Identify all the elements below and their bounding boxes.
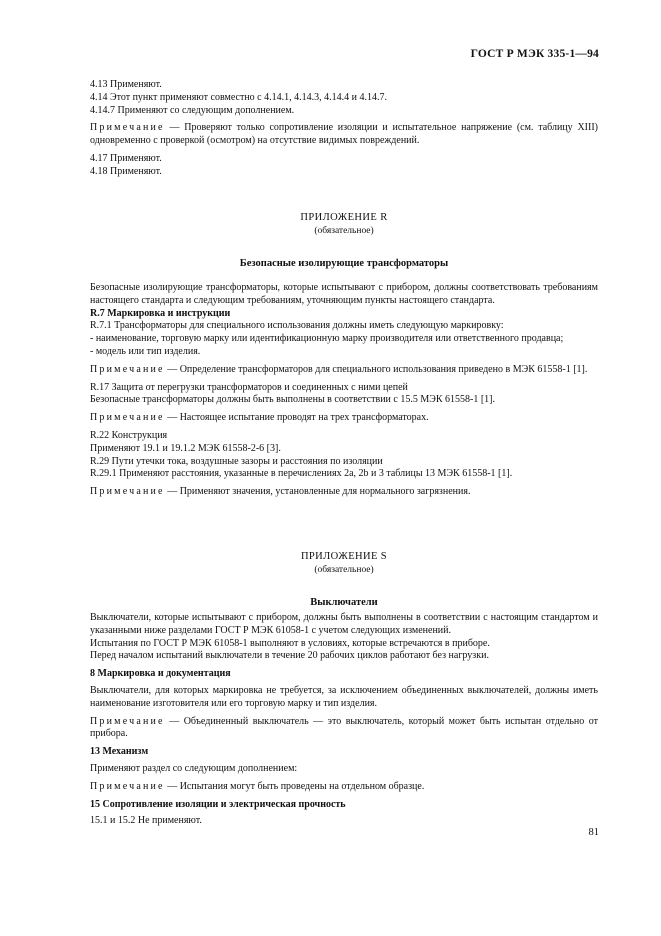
s15-title: 15 Сопротивление изоляции и электрическая прочность	[90, 798, 346, 810]
s8-text: Выключатели, для которых маркировка не требуется, за исключением объединенных выключателей, должны иметь наименование изготовителя или его торговую марку и тип изделия.	[90, 684, 598, 709]
note-text: — Применяют значения, установленные для нормального загрязнения.	[164, 486, 471, 498]
clause-4-14: 4.14 Этот пункт применяют совместно с 4.14.1, 4.14.3, 4.14.4 и 4.14.7.	[90, 91, 387, 103]
appendix-r-status: (обязательное)	[314, 225, 374, 236]
r7-title: R.7 Маркировка и инструкции	[90, 307, 231, 319]
s-note-1	[90, 716, 598, 742]
note-text: — Определение трансформаторов для специального использования приведено в МЭК 61558-1 [1].	[164, 363, 588, 375]
note-text: — Проверяют только сопротивление изоляции и испытательное напряжение (см. таблицу XIII) одновременно с проверкой (осмотром) на отсутствие видимых повреждений.	[90, 122, 598, 147]
appendix-s-title: ПРИЛОЖЕНИЕ S	[300, 551, 388, 562]
r22-text: Применяют 19.1 и 19.1.2 МЭК 61558-2-6 [3].	[90, 442, 281, 454]
note-label: Примечание	[90, 363, 165, 375]
note-text: — Настоящее испытание проводят на трех трансформаторах.	[164, 412, 429, 424]
s-note-2	[90, 781, 598, 794]
r-note-1	[90, 364, 598, 377]
appendix-r-intro: Безопасные изолирующие трансформаторы, которые испытывают с прибором, должны соответствовать требованиям настоящего стандарта и следующим требованиям, уточняющим пункты настоящего стандарта.	[90, 282, 598, 306]
s13-text: Применяют раздел со следующим дополнением:	[90, 762, 298, 774]
r7-1: R.7.1 Трансформаторы для специального использования должны иметь следующую маркировку:	[90, 320, 504, 332]
clauses-block	[90, 79, 598, 179]
s8-title: 8 Маркировка и документация	[90, 668, 231, 680]
note-4-14-7	[90, 122, 598, 148]
appendix-r-heading: Безопасные изолирующие трансформаторы	[239, 258, 449, 269]
appendix-s-heading: Выключатели	[310, 597, 378, 608]
r-note-3	[90, 486, 598, 499]
note-text: — Объединенный выключатель — это выключатель, который может быть испытан отдельно от прибора.	[90, 715, 598, 740]
r7-1-item-a: - наименование, торговую марку или идентификационную марку производителя или ответственного продавца;	[90, 333, 564, 345]
clause-4-17: 4.17 Применяют.	[90, 152, 162, 164]
note-label: Примечание	[90, 780, 165, 792]
clause-4-14-7: 4.14.7 Применяют со следующим дополнением.	[90, 104, 295, 116]
appendix-s-body	[90, 612, 598, 828]
r7-1-item-b: - модель или тип изделия.	[90, 345, 201, 357]
r22-title: R.22 Конструкция	[90, 429, 168, 441]
appendix-s-p3: Перед началом испытаний выключатели в течение 20 рабочих циклов работают без нагрузки.	[90, 650, 489, 662]
r17-text: Безопасные трансформаторы должны быть выполнены в соответствии с 15.5 МЭК 61558-1 [1].	[90, 394, 495, 406]
s13-title: 13 Механизм	[90, 746, 149, 758]
note-label: Примечание	[90, 412, 165, 424]
r29-title: R.29 Пути утечки тока, воздушные зазоры и расстояния по изоляции	[90, 455, 383, 467]
note-label: Примечание	[90, 486, 165, 498]
clause-4-13: 4.13 Применяют.	[90, 79, 162, 90]
s15-text: 15.1 и 15.2 Не применяют.	[90, 815, 202, 827]
note-label: Примечание	[90, 122, 165, 134]
appendix-s-status: (обязательное)	[314, 564, 374, 575]
appendix-r-body	[90, 282, 598, 499]
appendix-s-title-block	[90, 551, 598, 577]
appendix-r-title-block	[90, 212, 598, 238]
appendix-s-intro: Выключатели, которые испытывают с прибором, должны быть выполнены в соответствии с настоящим стандартом и указанными ниже разделами ГОСТ Р МЭК 61058-1 с учетом следующих изменений.	[90, 612, 598, 636]
r29-1: R.29.1 Применяют расстояния, указанные в перечислениях 2а, 2b и 3 таблицы 13 МЭК 61558-1 [1].	[90, 468, 513, 480]
note-text: — Испытания могут быть проведены на отдельном образце.	[164, 780, 425, 792]
r-note-2	[90, 412, 598, 425]
r17-title: R.17 Защита от перегрузки трансформаторов и соединенных с ними цепей	[90, 381, 408, 393]
clause-4-18: 4.18 Применяют.	[90, 165, 162, 177]
page-number: 81	[588, 827, 599, 838]
appendix-s-p2: Испытания по ГОСТ Р МЭК 61058-1 выполняют в условиях, которые встречаются в приборе.	[90, 637, 490, 649]
note-label: Примечание	[90, 715, 165, 727]
standard-header: ГОСТ Р МЭК 335-1—94	[470, 48, 599, 60]
appendix-r-title: ПРИЛОЖЕНИЕ R	[300, 212, 388, 223]
